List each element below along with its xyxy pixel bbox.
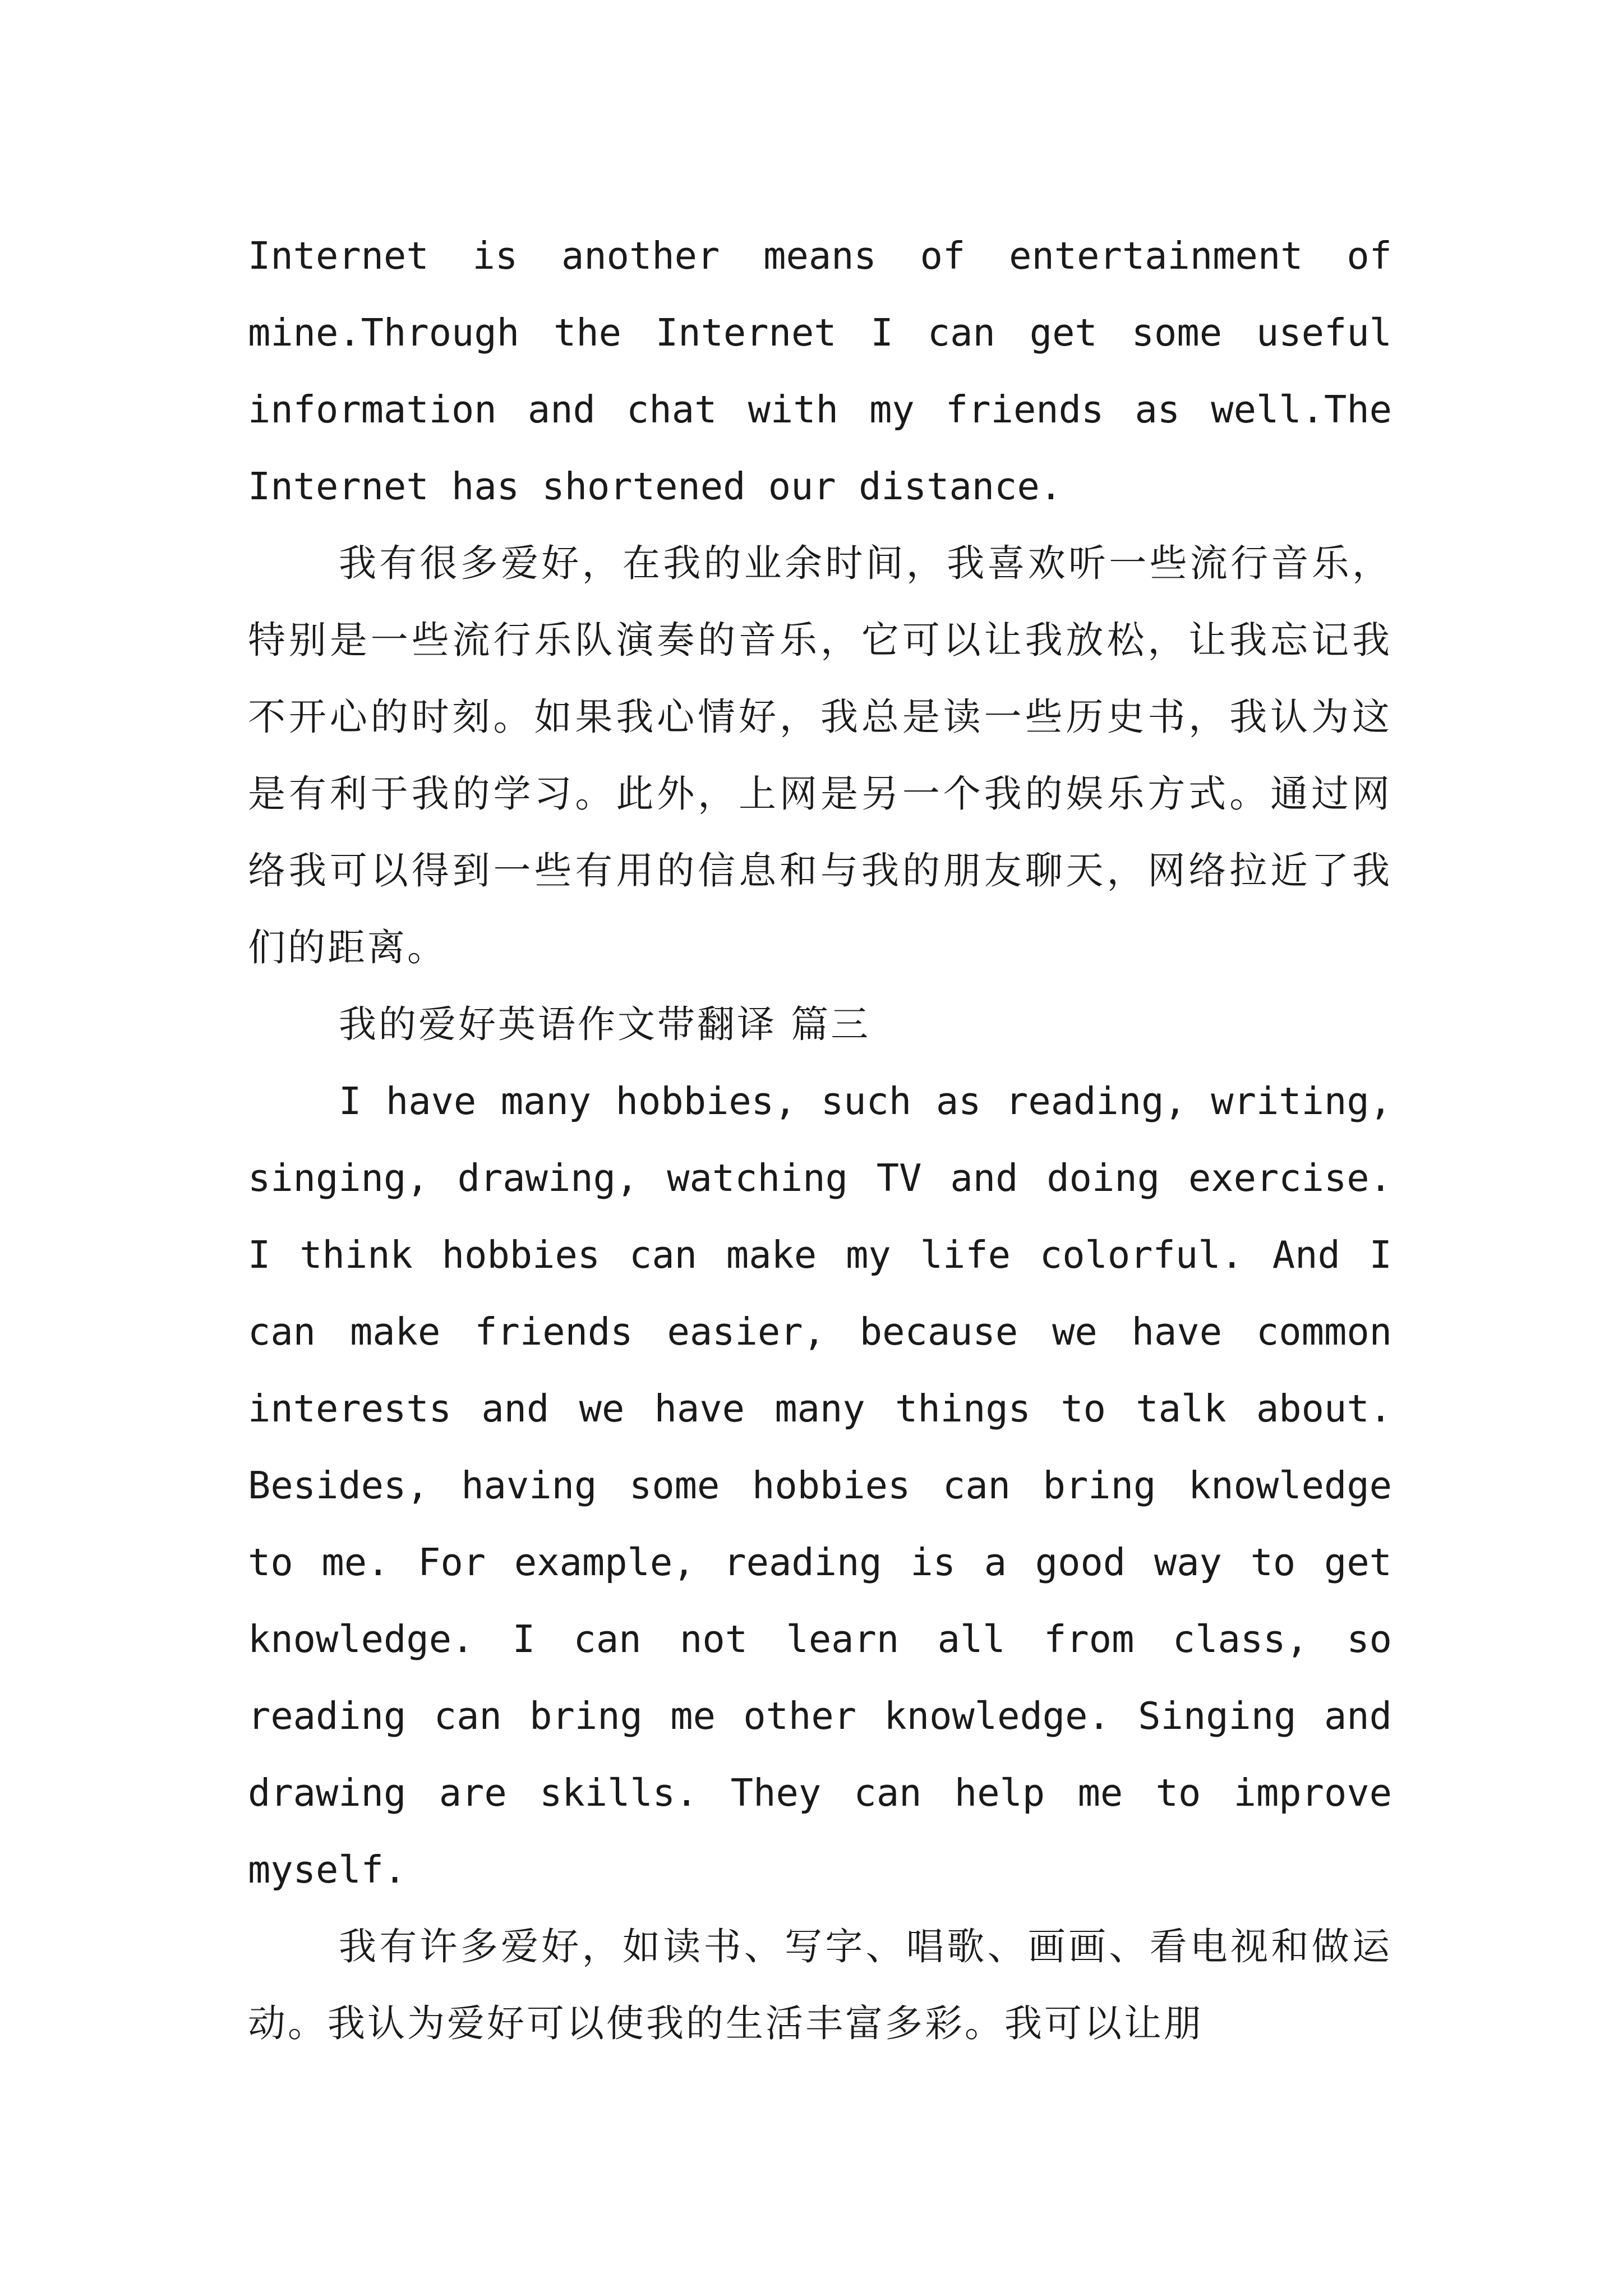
document-body	[248, 218, 1392, 2062]
paragraph-internet-english: Internet is another means of entertainment of mine.Through the Internet I can get some useful information and chat with my friends as well.The Internet has shortened our distance.	[248, 234, 1392, 508]
paragraph-hobbies-translation: 我有许多爱好，如读书、写字、唱歌、画画、看电视和做运动。我认为爱好可以使我的生活丰富多彩。我可以让朋	[248, 1925, 1392, 2045]
paragraph-hobbies-chinese: 我有很多爱好，在我的业余时间，我喜欢听一些流行音乐，特别是一些流行乐队演奏的音乐，它可以让我放松，让我忘记我不开心的时刻。如果我心情好，我总是读一些历史书，我认为这是有利于我的学习。此外，上网是另一个我的娱乐方式。通过网络我可以得到一些有用的信息和与我的朋友聊天，网络拉近了我们的距离。	[248, 541, 1392, 969]
section-heading-part-three: 我的爱好英语作文带翻译 篇三	[339, 1002, 871, 1046]
paragraph-hobbies-english: I have many hobbies, such as reading, writing, singing, drawing, watching TV and doing exercise. I think hobbies can make my life colorful. And I can make friends easier, because we have common interests and we have many things to talk about. Besides, having some hobbies can bring knowledge to me. For example, reading is a good way to get knowledge. I can not learn all from class, so reading can bring me other knowledge. Singing and drawing are skills. They can help me to improve myself.	[248, 1079, 1392, 1892]
